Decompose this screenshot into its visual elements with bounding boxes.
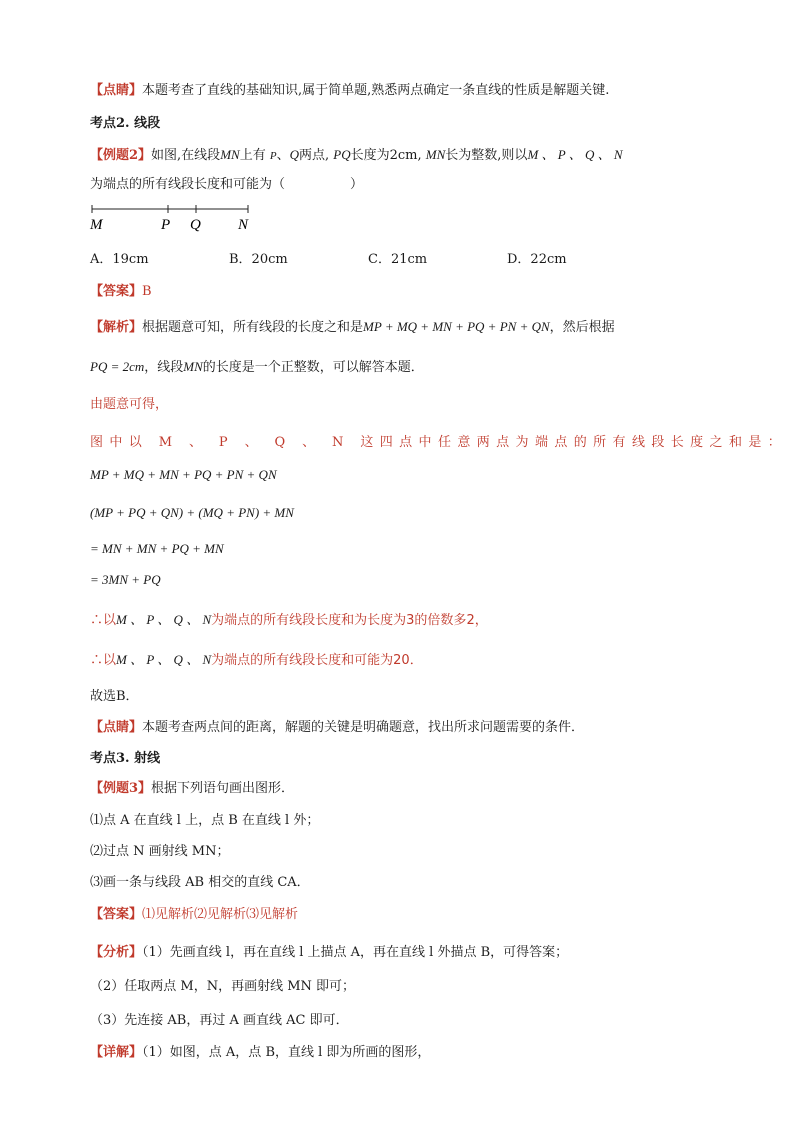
derivation-intro: 由题意可得， [90,397,169,412]
comment-line-2 [90,719,584,737]
answer-value: ⑴见解析⑵见解析⑶见解析 [142,907,299,922]
text-run: 的长度是一个正整数，可以解答本题． [202,360,424,375]
analysis-line-2 [90,358,424,377]
comment-text: 本题考查两点间的距离，解题的关键是明确题意，找出所求问题需要的条件． [142,720,585,735]
example-tag: 【例题2】 [90,148,152,163]
text-run: 2 [466,613,475,628]
section-heading-3: 考点3. 射线 [90,751,161,766]
option-d: D．22cm [507,252,567,267]
answer-tag: 【答案】 [90,284,143,299]
math-run: MN [183,359,203,374]
analysis-line-1 [90,318,615,337]
statement-2: ⑵过点 N 画射线 MN； [90,844,230,859]
equation-4: = 3MN + PQ [90,572,161,587]
text-run: （1）如图，点 A，点 B，直线 l 即为所画的图形， [142,1045,431,1060]
text-run: 根据下列语句画出图形． [151,781,295,796]
text-run: ． [409,653,423,668]
text-run: 、 [276,148,290,163]
text-run: （1）先画直线 l，再在直线 l 上描点 A，再在直线 l 外描点 B，可得答案； [142,945,569,960]
math-run: M 、 P 、 Q 、 N [116,612,212,627]
text-run: ∴以 [90,653,117,668]
analysis-3-line-1 [90,944,568,962]
example-2-line-1 [90,146,623,165]
text-run: 为端点的所有线段长度和可能为 [211,653,394,668]
text-run: 两点, [298,148,330,163]
text-run: ，然后根据 [549,320,615,335]
text-run: 长为整数,则以 [445,148,528,163]
text-run: 长度为 [350,148,390,163]
math-run: MN [220,147,240,162]
detail-line-1 [90,1044,430,1062]
text-run: 的倍数多 [414,613,467,628]
equation-2: (MP + PQ + QN) + (MQ + PN) + MN [90,505,294,520]
math-run: PQ = 2cm [90,359,145,374]
text-run: 如图,在线段 [151,148,221,163]
equation-1: MP + MQ + MN + PQ + PN + QN [90,467,277,482]
section-heading-2: 考点2. 线段 [90,116,161,131]
text-run: 20 [393,653,410,668]
example-2-line-2: 为端点的所有线段长度和可能为（ ） [90,177,364,192]
option-c: C．21cm [368,252,428,267]
answer-tag: 【答案】 [90,907,143,922]
statement-3: ⑶画一条与线段 AB 相交的直线 CA． [90,875,310,890]
text-run: 3 [406,613,415,628]
example-3-line [90,780,294,798]
math-run: Q [289,147,299,162]
text-run: 上有 [239,148,266,163]
comment-tag: 【点睛】 [90,720,143,735]
option-b: B．20cm [229,252,288,267]
math-run: P [269,150,277,162]
segment-diagram [88,205,268,235]
example-tag: 【例题3】 [90,781,152,796]
analysis-3-line-2: （2）任取两点 M，N，再画射线 MN 即可； [90,979,356,994]
math-run: MN [425,147,446,162]
comment-text: 本题考查了直线的基础知识,属于简单题,熟悉两点确定一条直线的性质是解题关键. [142,83,610,98]
conclusion-2 [90,651,423,670]
analysis-tag: 【解析】 [90,320,143,335]
statement-1: ⑴点 A 在直线 l 上，点 B 在直线 l 外； [90,813,320,828]
answer-value: B [142,284,152,299]
analysis-tag: 【分析】 [90,945,143,960]
math-run: M 、 P 、 Q 、 N [527,147,623,162]
text-run: 根据题意可知，所有线段的长度之和是 [142,320,364,335]
text-run: ， [474,613,488,628]
answer-line [90,283,152,301]
math-run: M 、 P 、 Q 、 N [116,652,212,667]
label-Q: Q [190,217,201,233]
text-run: 为端点的所有线段长度和为长度为 [211,613,407,628]
math-run: MP + MQ + MN + PQ + PN + QN [363,319,550,334]
label-M: M [90,217,103,233]
label-N: N [238,217,249,233]
equation-3: = MN + MN + PQ + MN [90,541,224,556]
math-run: PQ [333,147,351,162]
conclusion-1 [90,611,488,630]
comment-tag: 【点睛】 [90,83,143,98]
math-run: 2cm [389,148,418,163]
option-a: A．19cm [90,252,149,267]
final-choice: 故选B． [90,689,139,704]
text-run: ∴以 [90,613,117,628]
derivation-statement: 图中以 M 、 P 、 Q 、 N 这四点中任意两点为端点的所有线段长度之和是： [90,435,788,450]
text-run: ，线段 [144,360,184,375]
detail-tag: 【详解】 [90,1045,143,1060]
answer-3-line [90,906,298,924]
text-run: , [417,148,422,163]
analysis-3-line-3: （3）先连接 AB，再过 A 画直线 AC 即可． [90,1013,349,1028]
label-P: P [161,217,171,233]
comment-line-1 [90,82,609,100]
